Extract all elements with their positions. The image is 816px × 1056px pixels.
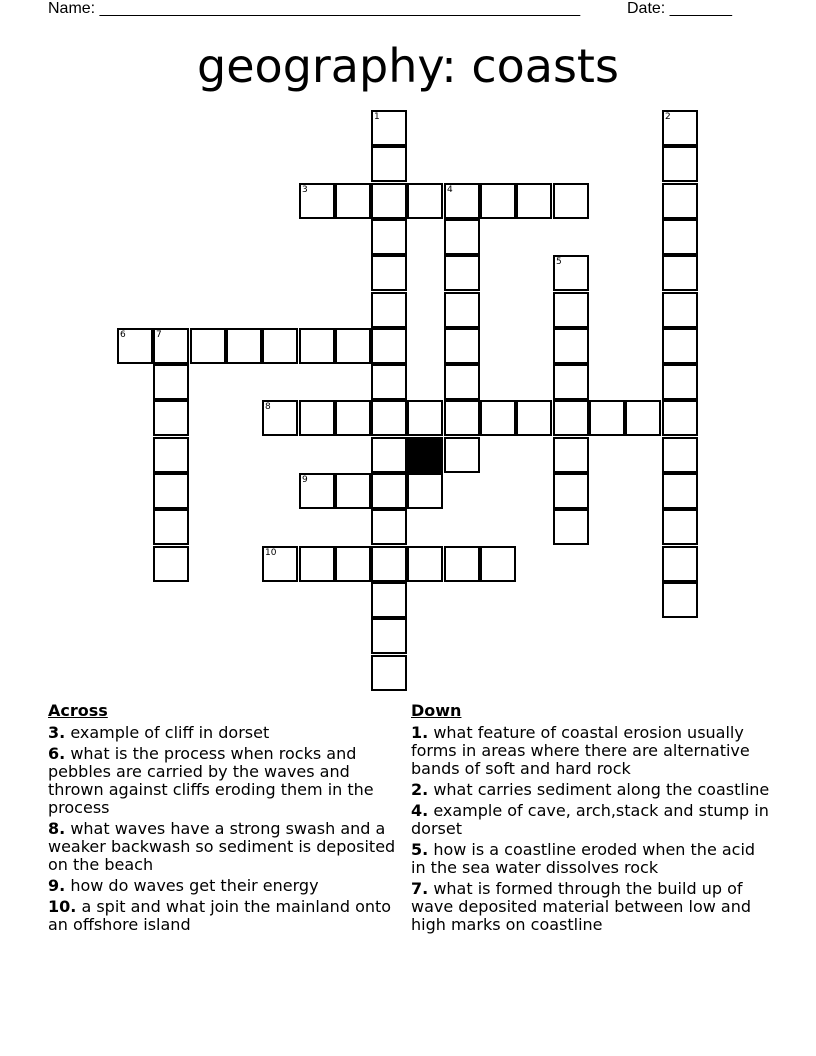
crossword-cell[interactable] — [553, 183, 589, 219]
crossword-cell[interactable] — [335, 328, 371, 364]
crossword-cell[interactable] — [371, 473, 407, 509]
clue-number-label: 10 — [265, 548, 277, 558]
clue-number-label: 3 — [302, 185, 308, 195]
crossword-cell[interactable] — [662, 546, 698, 582]
crossword-cell[interactable] — [153, 437, 189, 473]
crossword-cell[interactable] — [444, 328, 480, 364]
crossword-cell[interactable] — [444, 255, 480, 291]
clue-text: example of cliff in dorset — [70, 723, 270, 742]
crossword-cell[interactable] — [299, 400, 335, 436]
crossword-cell[interactable] — [335, 183, 371, 219]
clue-number: 8. — [48, 819, 66, 838]
crossword-cell[interactable] — [371, 655, 407, 691]
crossword-cell[interactable] — [371, 364, 407, 400]
clue-number: 1. — [411, 723, 429, 742]
crossword-cell[interactable] — [407, 183, 443, 219]
crossword-cell[interactable] — [662, 582, 698, 618]
clue-number-label: 4 — [447, 185, 453, 195]
crossword-cell[interactable] — [117, 328, 153, 364]
clue-number: 3. — [48, 723, 66, 742]
crossword-cell[interactable] — [662, 292, 698, 328]
crossword-cell[interactable] — [153, 546, 189, 582]
crossword-cell[interactable] — [371, 400, 407, 436]
clue-across-3 — [48, 724, 398, 742]
down-heading: Down — [411, 701, 462, 720]
crossword-cell[interactable] — [262, 400, 298, 436]
crossword-cell[interactable] — [444, 292, 480, 328]
crossword-cell[interactable] — [153, 473, 189, 509]
clue-down-2 — [411, 781, 771, 799]
crossword-cell[interactable] — [553, 364, 589, 400]
crossword-cell[interactable] — [480, 546, 516, 582]
clue-number-label: 5 — [556, 257, 562, 267]
crossword-cell[interactable] — [662, 219, 698, 255]
crossword-cell[interactable] — [553, 292, 589, 328]
crossword-cell[interactable] — [553, 400, 589, 436]
crossword-cell[interactable] — [662, 110, 698, 146]
crossword-cell[interactable] — [407, 546, 443, 582]
crossword-cell[interactable] — [262, 328, 298, 364]
crossword-cell[interactable] — [190, 328, 226, 364]
clue-down-5 — [411, 841, 771, 877]
crossword-cell[interactable] — [226, 328, 262, 364]
clue-number-label: 1 — [374, 112, 380, 122]
clue-number-label: 8 — [265, 402, 271, 412]
crossword-cell[interactable] — [662, 255, 698, 291]
crossword-cell[interactable] — [662, 509, 698, 545]
crossword-black-cell — [407, 437, 443, 473]
clue-number-label: 6 — [120, 330, 126, 340]
clue-down-1 — [411, 724, 771, 778]
crossword-cell[interactable] — [407, 400, 443, 436]
clue-text: a spit and what join the mainland onto an offshore island — [48, 897, 392, 934]
crossword-cell[interactable] — [299, 473, 335, 509]
crossword-cell[interactable] — [371, 255, 407, 291]
clue-text: what is formed through the build up of wave deposited material between low and high marks on coastline — [411, 879, 752, 934]
crossword-cell[interactable] — [516, 400, 552, 436]
crossword-cell[interactable] — [371, 582, 407, 618]
crossword-cell[interactable] — [371, 328, 407, 364]
crossword-cell[interactable] — [153, 400, 189, 436]
crossword-cell[interactable] — [299, 183, 335, 219]
crossword-cell[interactable] — [662, 473, 698, 509]
crossword-cell[interactable] — [444, 400, 480, 436]
crossword-cell[interactable] — [662, 400, 698, 436]
crossword-cell[interactable] — [371, 618, 407, 654]
clue-text: what feature of coastal erosion usually forms in areas where there are alternative bands of soft and hard rock — [411, 723, 750, 778]
crossword-cell[interactable] — [553, 509, 589, 545]
across-clues — [48, 702, 398, 937]
crossword-cell[interactable] — [553, 437, 589, 473]
crossword-cell[interactable] — [335, 546, 371, 582]
clue-text: how do waves get their energy — [70, 876, 319, 895]
crossword-cell[interactable] — [662, 146, 698, 182]
clue-number-label: 7 — [156, 330, 162, 340]
page-title: geography: coasts — [197, 39, 619, 93]
clue-number: 2. — [411, 780, 429, 799]
clue-number-label: 2 — [665, 112, 671, 122]
crossword-cell[interactable] — [625, 400, 661, 436]
clue-number: 6. — [48, 744, 66, 763]
clue-down-7 — [411, 880, 771, 934]
clue-across-8 — [48, 820, 398, 874]
crossword-cell[interactable] — [662, 328, 698, 364]
clue-number-label: 9 — [302, 475, 308, 485]
clue-across-9 — [48, 877, 398, 895]
crossword-cell[interactable] — [371, 219, 407, 255]
crossword-cell[interactable] — [553, 255, 589, 291]
clue-text: what waves have a strong swash and a weaker backwash so sediment is deposited on the beach — [48, 819, 396, 874]
crossword-cell[interactable] — [553, 473, 589, 509]
crossword-cell[interactable] — [371, 110, 407, 146]
clue-number: 10. — [48, 897, 77, 916]
crossword-cell[interactable] — [153, 364, 189, 400]
crossword-cell[interactable] — [371, 146, 407, 182]
crossword-cell[interactable] — [262, 546, 298, 582]
crossword-cell[interactable] — [553, 328, 589, 364]
crossword-cell[interactable] — [371, 437, 407, 473]
crossword-cell[interactable] — [153, 509, 189, 545]
clue-across-10 — [48, 898, 398, 934]
crossword-cell[interactable] — [371, 546, 407, 582]
crossword-cell[interactable] — [589, 400, 625, 436]
crossword-cell[interactable] — [444, 437, 480, 473]
clue-number: 9. — [48, 876, 66, 895]
crossword-cell[interactable] — [516, 183, 552, 219]
crossword-cell[interactable] — [299, 328, 335, 364]
clue-across-6 — [48, 745, 398, 817]
crossword-cell[interactable] — [371, 292, 407, 328]
crossword-cell[interactable] — [444, 364, 480, 400]
clue-text: example of cave, arch,stack and stump in dorset — [411, 801, 769, 838]
crossword-cell[interactable] — [662, 437, 698, 473]
clue-text: what is the process when rocks and pebbles are carried by the waves and thrown against cliffs eroding them in the process — [48, 744, 374, 817]
clue-number: 4. — [411, 801, 429, 820]
clue-number: 7. — [411, 879, 429, 898]
crossword-cell[interactable] — [444, 219, 480, 255]
clue-down-4 — [411, 802, 771, 838]
crossword-cell[interactable] — [662, 183, 698, 219]
crossword-cell[interactable] — [371, 509, 407, 545]
crossword-cell[interactable] — [299, 546, 335, 582]
crossword-cell[interactable] — [480, 400, 516, 436]
down-clues — [411, 702, 771, 937]
clue-text: how is a coastline eroded when the acid in the sea water dissolves rock — [411, 840, 756, 877]
date-field-label: Date: _______ — [627, 0, 732, 17]
crossword-cell[interactable] — [153, 328, 189, 364]
clue-number: 5. — [411, 840, 429, 859]
across-heading: Across — [48, 701, 108, 720]
crossword-cell[interactable] — [371, 183, 407, 219]
crossword-cell[interactable] — [335, 473, 371, 509]
crossword-cell[interactable] — [444, 546, 480, 582]
crossword-cell[interactable] — [407, 473, 443, 509]
crossword-cell[interactable] — [662, 364, 698, 400]
crossword-cell[interactable] — [335, 400, 371, 436]
crossword-cell[interactable] — [444, 183, 480, 219]
name-field-label: Name: ______________________________________________________ — [48, 0, 581, 17]
clue-text: what carries sediment along the coastline — [433, 780, 770, 799]
crossword-cell[interactable] — [480, 183, 516, 219]
